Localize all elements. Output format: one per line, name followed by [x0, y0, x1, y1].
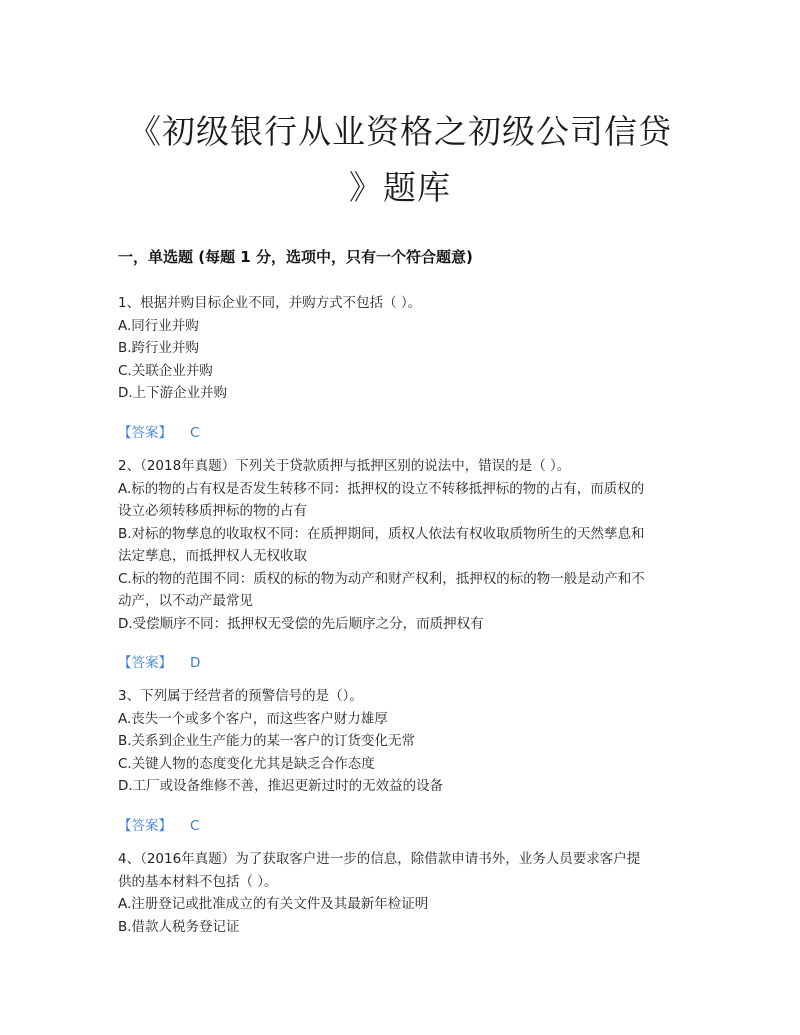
option-b: B.跨行业并购: [118, 340, 200, 356]
option-c: C.关联企业并购: [118, 362, 213, 379]
option-a: A.同行业并购: [118, 317, 199, 334]
section-heading: 一，单选题 (每题 1 分，选项中，只有一个符合题意): [118, 248, 473, 266]
answer-3: [118, 814, 199, 834]
answer-label: 【答案】: [118, 818, 172, 834]
answer-label: 【答案】: [118, 425, 172, 441]
option-c: C.关键人物的态度变化尤其是缺乏合作态度: [118, 755, 375, 772]
answer-value: C: [190, 425, 200, 441]
option-b: B.关系到企业生产能力的某一客户的订货变化无常: [118, 733, 416, 749]
answer-1: [118, 421, 199, 441]
option-b-line-2: 法定孳息，而抵押权人无权收取: [118, 548, 307, 564]
question-stem-line-1: 4、（2016年真题）为了获取客户进一步的信息，除借款申请书外，业务人员要求客户提: [118, 851, 641, 867]
option-c-line-1: C.标的物的范围不同：质权的标的物为动产和财产权利，抵押权的标的物一般是动产和不: [118, 570, 645, 587]
question-2: [118, 455, 684, 635]
option-d: D.工厂或设备维修不善，推迟更新过时的无效益的设备: [118, 778, 444, 794]
question-stem: 2、（2018年真题）下列关于贷款质押与抵押区别的说法中，错误的是（ ）。: [118, 458, 571, 474]
document-title-line-1: 《初级银行从业资格之初级公司信贷: [128, 112, 672, 151]
question-1: [118, 292, 684, 405]
option-b-line-1: B.对标的物孳息的收取权不同：在质押期间，质权人依法有权收取质物所生的天然孳息和: [118, 525, 645, 542]
option-a-line-2: 设立必须转移质押标的物的占有: [118, 503, 307, 519]
answer-value: C: [190, 818, 200, 834]
option-c-line-2: 动产，以不动产最常见: [118, 593, 253, 609]
answer-value: D: [190, 655, 201, 671]
option-a: A.注册登记或批准成立的有关文件及其最新年检证明: [118, 896, 429, 912]
option-d: D.受偿顺序不同：抵押权无受偿的先后顺序之分，而质押权有: [118, 615, 484, 632]
answer-2: [118, 651, 200, 671]
question-stem-line-2: 供的基本材料不包括（ ）。: [118, 873, 278, 890]
document-title-line-2: 》题库: [349, 168, 451, 207]
option-a-line-1: A.标的物的占有权是否发生转移不同：抵押权的设立不转移抵押标的物的占有，而质权的: [118, 480, 645, 497]
question-stem: 3、下列属于经营者的预警信号的是（）。: [118, 688, 363, 704]
question-stem: 1、根据并购目标企业不同，并购方式不包括（ ）。: [118, 295, 422, 311]
option-a: A.丧失一个或多个客户，而这些客户财力雄厚: [118, 710, 388, 727]
answer-label: 【答案】: [118, 655, 172, 671]
question-3: [118, 685, 684, 798]
document-title: [110, 104, 690, 216]
question-4: [118, 848, 684, 938]
option-b: B.借款人税务登记证: [118, 918, 240, 935]
option-d: D.上下游企业并购: [118, 385, 228, 401]
